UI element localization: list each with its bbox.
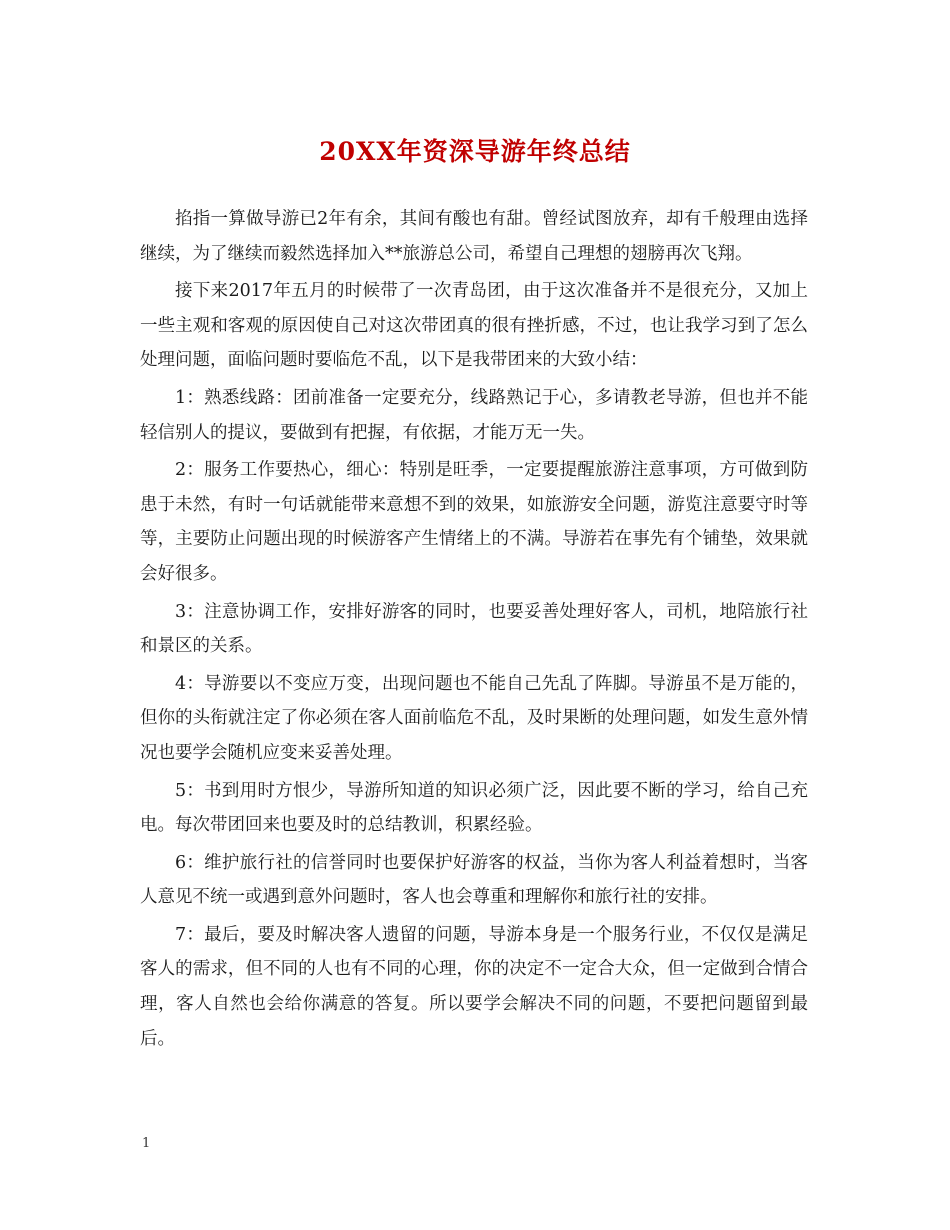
paragraph: 接下来2017年五月的时候带了一次青岛团，由于这次准备并不是很充分，又加上一些主观和客观的原因使自己对这次带团真的很有挫折感，不过，也让我学习到了怎么处理问题，面临问题时要临危不乱，以下是我带团来的大致小结： (140, 281, 808, 371)
paragraph: 5：书到用时方恨少，导游所知道的知识必须广泛，因此要不断的学习，给自己充电。每次带团回来也要及时的总结教训，积累经验。 (140, 780, 808, 836)
paragraph: 2：服务工作要热心，细心：特别是旺季，一定要提醒旅游注意事项，方可做到防患于未然，有时一句话就能带来意想不到的效果，如旅游安全问题，游览注意要守时等等，主要防止问题出现的时候游客产生情绪上的不满。导游若在事先有个铺垫，效果就会好很多。 (140, 460, 808, 584)
paragraph: 7：最后，要及时解决客人遗留的问题，导游本身是一个服务行业，不仅仅是满足客人的需求，但不同的人也有不同的心理，你的决定不一定合大众，但一定做到合情合理，客人自然也会给你满意的答复。所以要学会解决不同的问题，不要把问题留到最后。 (140, 924, 808, 1049)
document-title: 20XX年资深导游年终总结 (319, 137, 631, 166)
paragraph: 掐指一算做导游已2年有余，其间有酸也有甜。曾经试图放弃，却有千般理由选择继续，为了继续而毅然选择加入**旅游总公司，希望自己理想的翅膀再次飞翔。 (140, 209, 808, 264)
paragraph: 6：维护旅行社的信誉同时也要保护好游客的权益，当你为客人利益着想时，当客人意见不统一或遇到意外问题时，客人也会尊重和理解你和旅行社的安排。 (140, 852, 808, 908)
paragraph: 4：导游要以不变应万变，出现问题也不能自己先乱了阵脚。导游虽不是万能的，但你的头衔就注定了你必须在客人面前临危不乱，及时果断的处理问题，如发生意外情况也要学会随机应变来妥善处理。 (140, 673, 808, 763)
paragraph: 3：注意协调工作，安排好游客的同时，也要妥善处理好客人，司机，地陪旅行社和景区的关系。 (140, 601, 808, 657)
paragraph: 1：熟悉线路：团前准备一定要充分，线路熟记于心，多请教老导游，但也并不能轻信别人的提议，要做到有把握，有依据，才能万无一失。 (140, 387, 808, 443)
document-body (140, 202, 808, 1059)
page-number: 1 (142, 1136, 151, 1151)
